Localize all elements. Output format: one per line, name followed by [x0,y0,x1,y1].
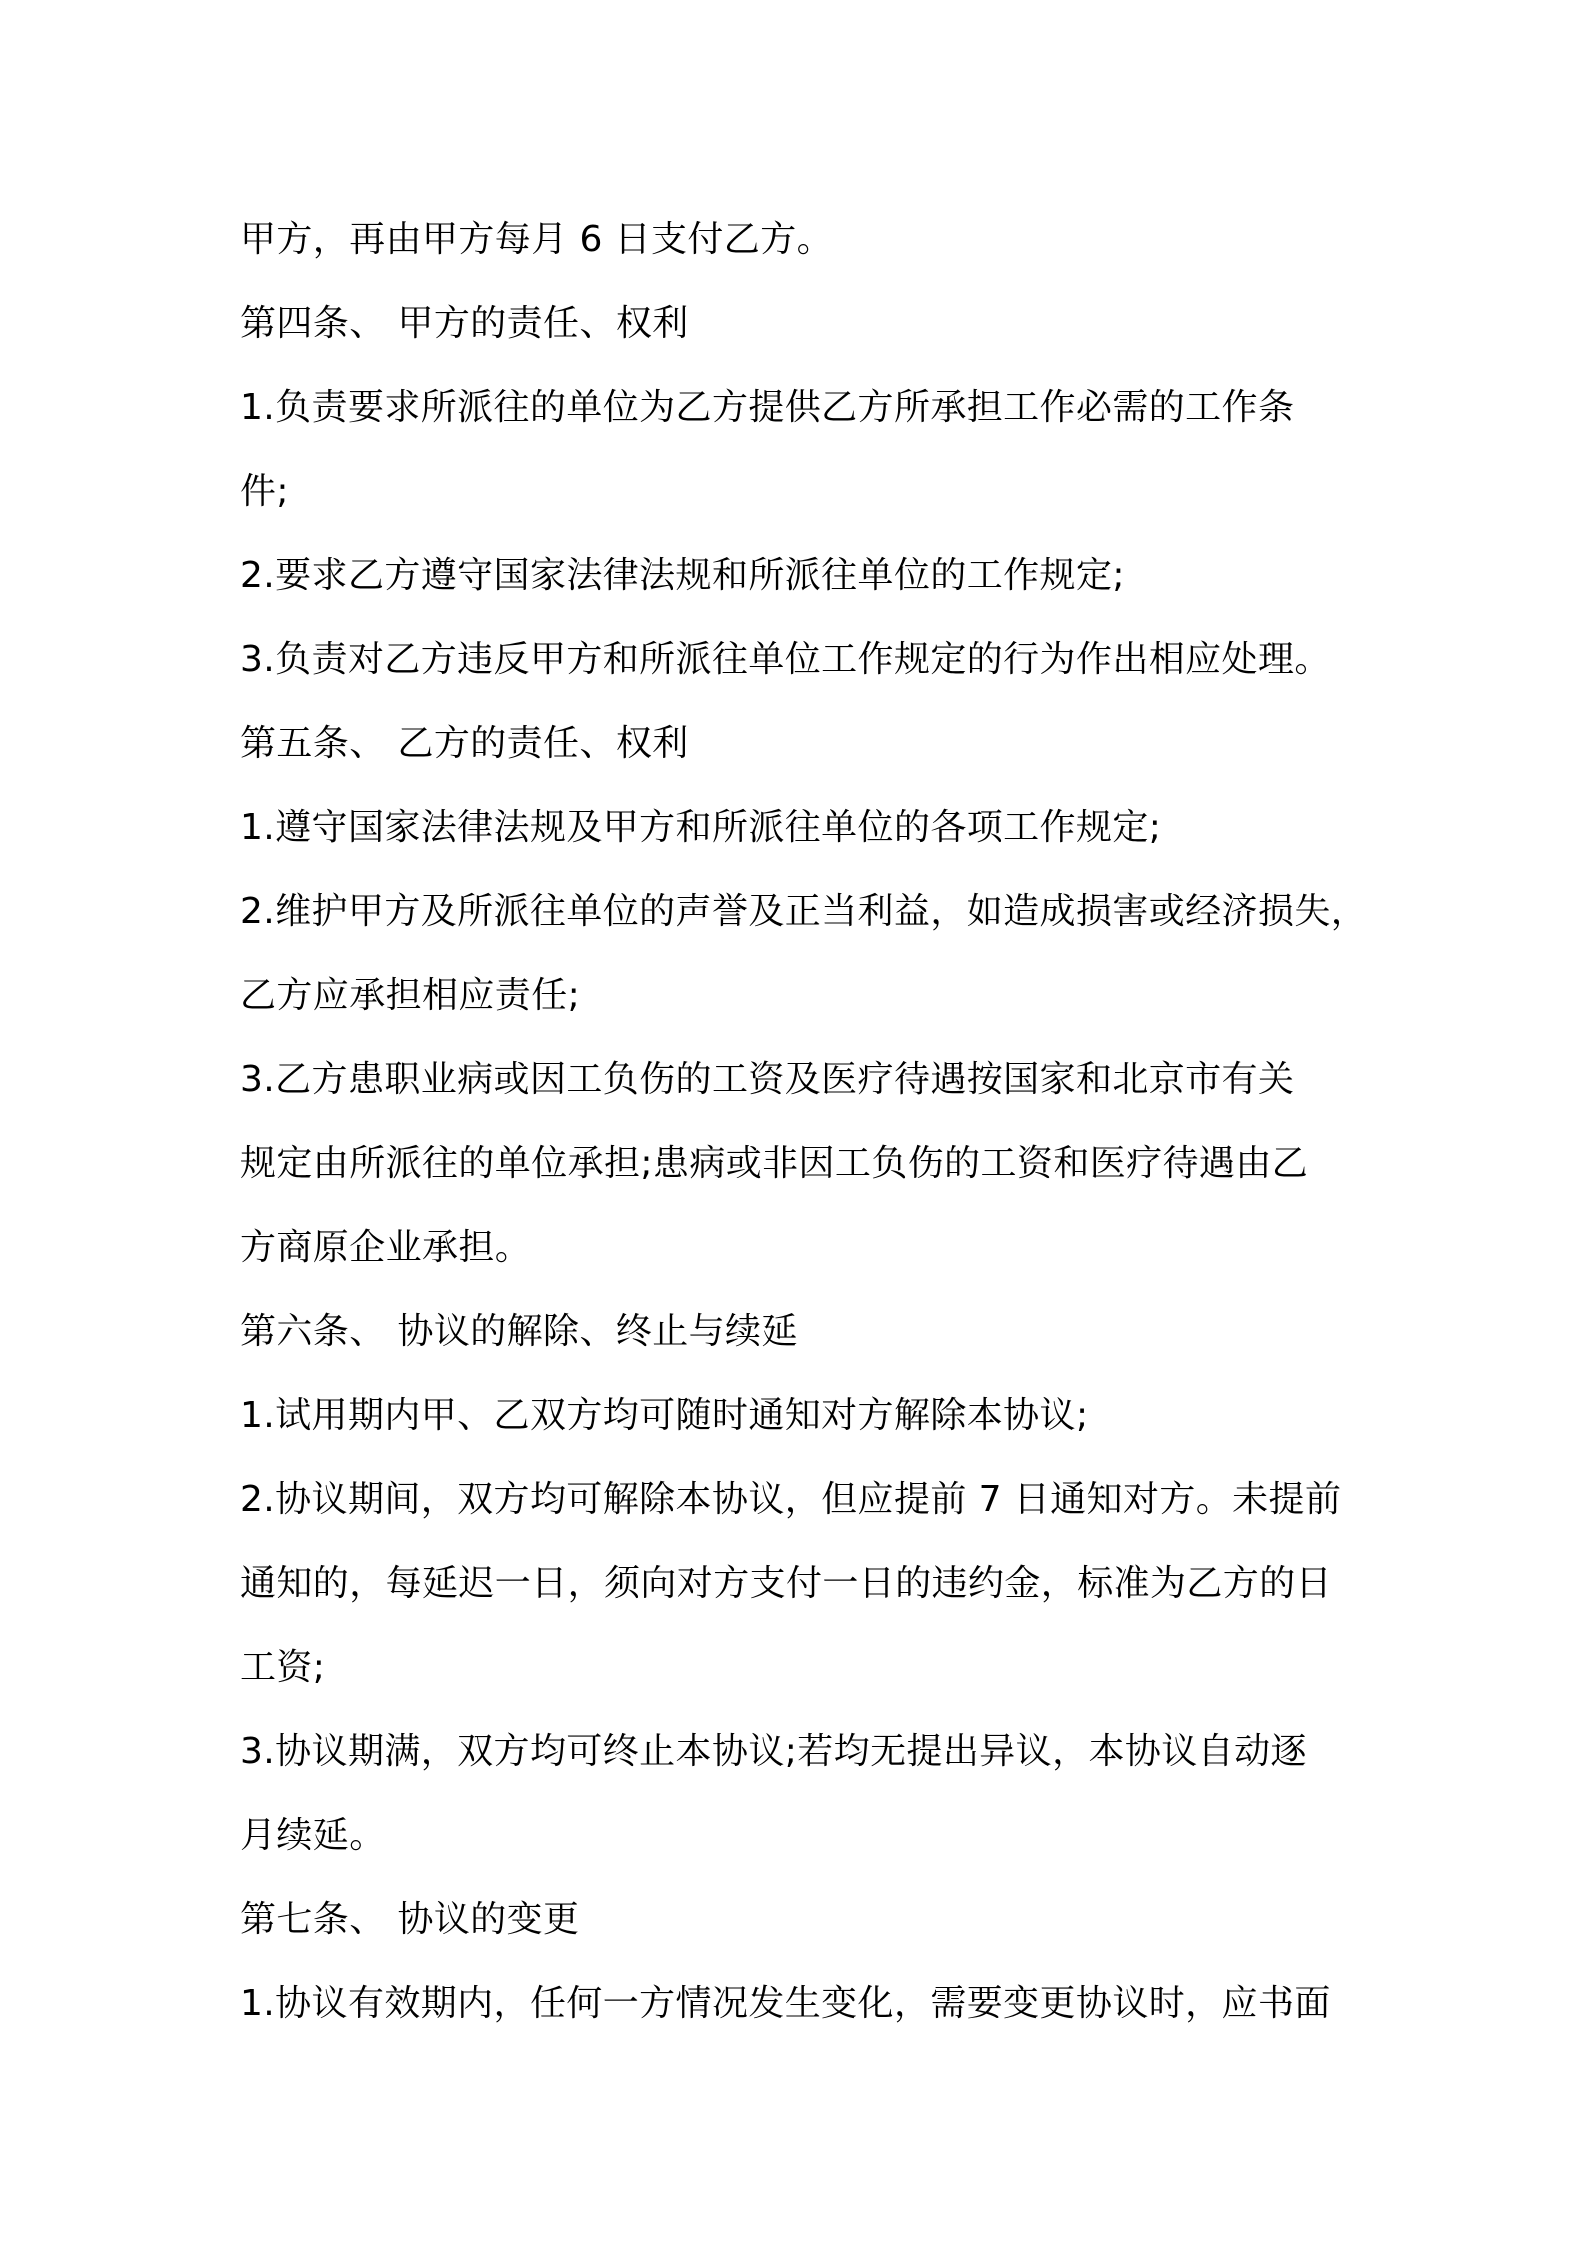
text-line: 工资; [240,1647,326,1688]
text-line: 1.遵守国家法律法规及甲方和所派往单位的各项工作规定; [240,807,1162,848]
article-heading: 第七条、 协议的变更 [240,1899,580,1940]
text-line: 件; [240,471,289,512]
text-line: 方商原企业承担。 [240,1227,532,1268]
text-line: 通知的，每延迟一日，须向对方支付一日的违约金，标准为乙方的日 [240,1563,1333,1604]
text-line: 3.负责对乙方违反甲方和所派往单位工作规定的行为作出相应处理。 [240,639,1331,680]
text-line: 1.试用期内甲、乙双方均可随时通知对方解除本协议; [240,1395,1089,1436]
text-line: 规定由所派往的单位承担;患病或非因工负伤的工资和医疗待遇由乙 [240,1143,1309,1184]
text-line: 3.协议期满，双方均可终止本协议;若均无提出异议，本协议自动逐 [240,1731,1307,1772]
text-line: 3.乙方患职业病或因工负伤的工资及医疗待遇按国家和北京市有关 [240,1059,1295,1100]
document-body [240,198,1370,2046]
article-heading: 第五条、 乙方的责任、权利 [240,723,689,764]
text-line: 1.负责要求所派往的单位为乙方提供乙方所承担工作必需的工作条 [240,387,1295,428]
text-line: 2.协议期间，双方均可解除本协议，但应提前 7 日通知对方。未提前 [240,1479,1342,1520]
article-heading: 第四条、 甲方的责任、权利 [240,303,689,344]
text-line: 2.要求乙方遵守国家法律法规和所派往单位的工作规定; [240,555,1125,596]
text-line: 甲方，再由甲方每月 6 日支付乙方。 [240,219,833,260]
text-line: 乙方应承担相应责任; [240,975,581,1016]
text-line: 1.协议有效期内，任何一方情况发生变化，需要变更协议时，应书面 [240,1983,1331,2024]
text-line: 月续延。 [240,1815,386,1856]
text-line: 2.维护甲方及所派往单位的声誉及正当利益，如造成损害或经济损失， [240,891,1368,932]
article-heading: 第六条、 协议的解除、终止与续延 [240,1311,798,1352]
